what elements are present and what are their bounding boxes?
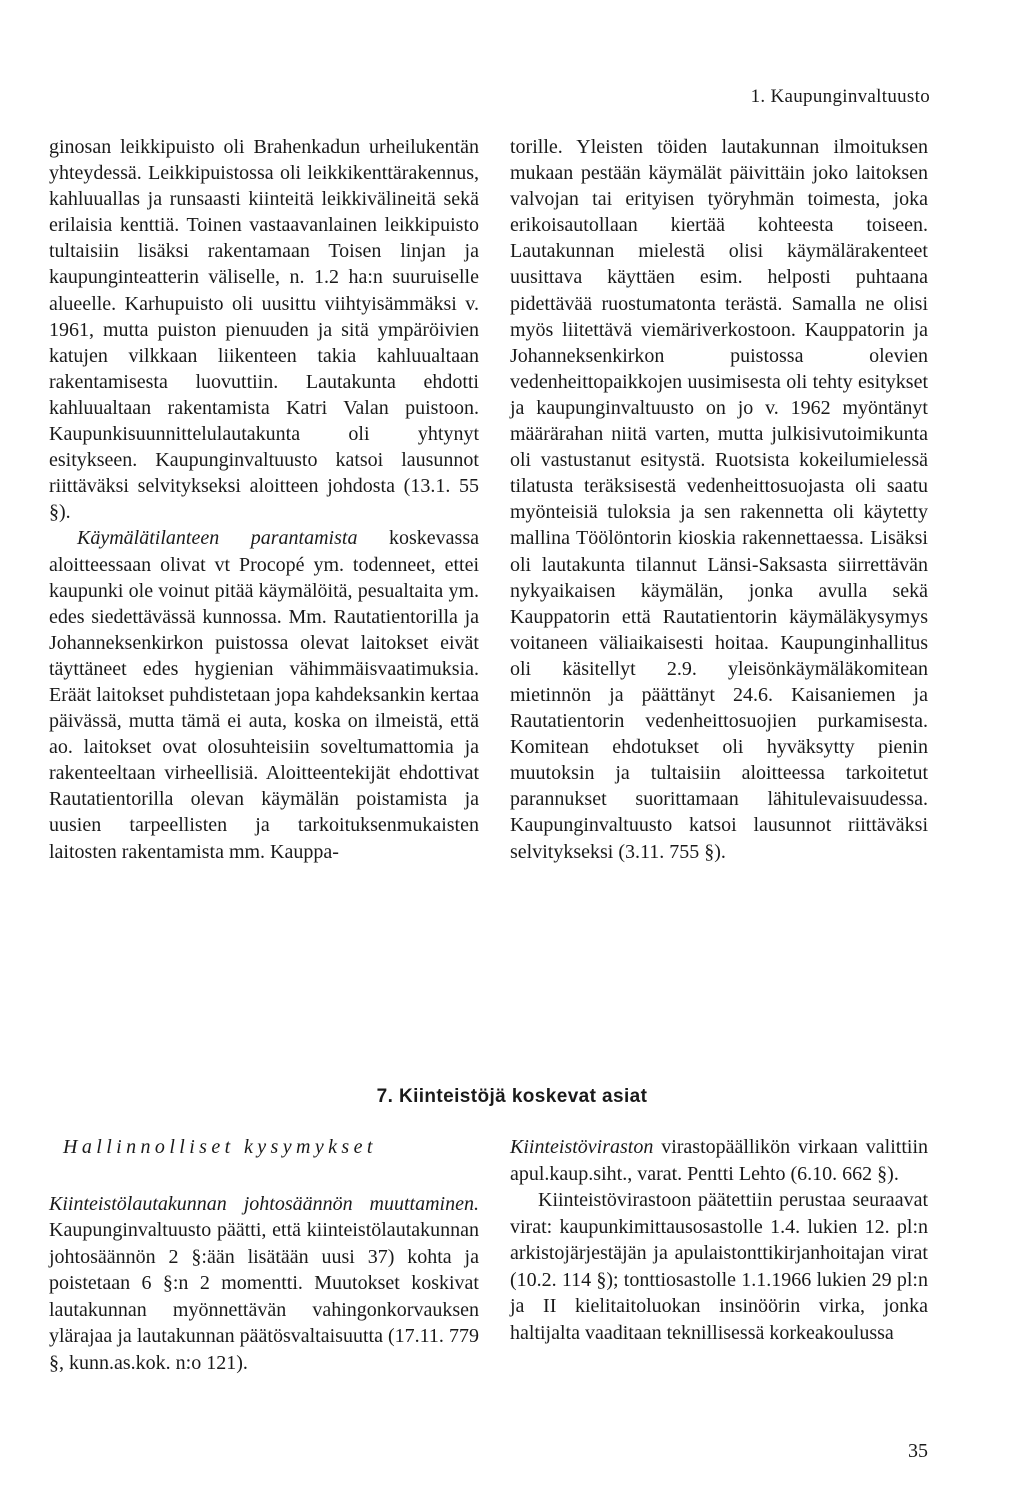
- topic-italic: Käymälätilanteen parantamista: [77, 527, 358, 550]
- subsection-heading: Hallinnolliset kysymykset: [63, 1136, 377, 1158]
- paragraph-text: Kaupunginvaltuusto päätti, että kiinteistölautakunnan johtosäännön 2 §:ään lisätään uusi 37) kohta ja poistetaan 6 §:n 2 momentti. Muutokset koskivat lautakunnan myönnettävän vahingonkorvauksen ylärajaa ja lautakunnan päätösvaltaisuutta (17.11. 779 §, kunn.as.kok. n:o 121).: [49, 1219, 479, 1374]
- paragraph-toilets-continued: torille. Yleisten töiden lautakunnan ilmoituksen mukaan pestään käymälät päivittäin joko laitoksen valvojan tai erityisen työryhmän toimesta, joka erikoisautollaan kiertää kohteesta toiseen. Lautakunnan mielestä olisi käymälärakenteet uusittava käyttäen esim. helposti puhtaana pidettävää ruostumatonta terästä. Samalla ne olisi myös liitettävä viemäriverkostoon. Kauppatorin ja Johanneksenkirkon puistossa olevien vedenheittopaikkojen uusimisesta oli tehty esitykset ja kaupunginvaltuusto on jo v. 1962 myöntänyt määrärahan niitä varten, mutta julkisivutoimikunta oli vastustanut esitystä. Ruotsista kokeilumielessä tilatusta teräksisestä vedenheittosuojasta oli saatu myönteisiä tuloksia ja sen rakennetta oli käytetty mallina Töölöntorin kioskia rakennettaessa. Lisäksi oli lautakunta tilannut Länsi-Saksasta siirrettävän nykyaikaisen käymälän, jonka avulla sekä Kauppatorin että Rautatientorin käymäläkysymys voitaneen väliaikaisesti hoitaa. Kaupunginhallitus oli käsitellyt 2.9. yleisönkäymäläkomitean mietinnön ja päättänyt 24.6. Kaisaniemen ja Rautatientorin vedenheittosuojien purkamisesta. Komitean ehdotukset oli hyväksytty pienin muutoksin ja tultaisiin aloitteessa tarkoitetut parannukset suorittamaan lähitulevaisuudessa. Kaupunginvaltuusto katsoi lausunnot riittäväksi selvitykseksi (3.11. 755 §).: [510, 136, 928, 863]
- running-head: 1. Kaupunginvaltuusto: [750, 86, 930, 107]
- paragraph-playgrounds: ginosan leikkipuisto oli Brahenkadun urheilukentän yhteydessä. Leikkipuistossa oli leikkikenttärakennus, kahluuallas ja runsaasti kiinteitä leikkivälineitä sekä erilaisia kenttiä. Toinen vastaavanlainen leikkipuisto tultaisiin lisäksi rakentamaan Toisen linjan ja kaupunginteatterin väliselle, n. 1.2 ha:n suuruiselle alueelle. Karhupuisto oli uusittu viihtyisämmäksi v. 1961, mutta puiston pienuuden ja sitä ympäröivien katujen vilkkaan liikenteen takia kahluualtaan rakentamisesta luovuttiin. Lautakunta ehdotti kahluualtaan rakentamista Katri Valan puistoon. Kaupunkisuunnittelulautakunta oli yhtynyt esitykseen. Kaupunginvaltuusto katsoi lausunnot riittäväksi selvitykseksi aloitteen johdosta (13.1. 55 §).: [49, 136, 479, 524]
- left-column: [49, 134, 479, 865]
- lower-left-column: [49, 1134, 479, 1376]
- section-heading: 7. Kiinteistöjä koskevat asiat: [376, 1086, 648, 1107]
- right-column: [510, 134, 928, 865]
- page-number: 35: [908, 1440, 928, 1462]
- paragraph-text: koskevassa aloitteessaan olivat vt Procopé ym. todenneet, ettei kaupunki ole voinut pitää käymälöitä, pesualtaita ym. edes siedettävässä kunnossa. Mm. Rautatientorilla ja Johanneksenkirkon puistossa olevat laitokset eivät täyttäneet edes hygienian vähimmäisvaatimuksia. Eräät laitokset puhdistetaan jopa kahdeksankin kertaa päivässä, mutta tämä ei auta, koska on ilmeistä, että ao. laitokset ovat olosuhteisiin soveltumattomia ja rakenteeltaan virheellisiä. Aloitteentekijät ehdottivat Rautatientorilla olevan käymälän poistamista ja uusien tarpeellisten ja tarkoituksenmukaisten laitosten rakentamista mm. Kauppa-: [49, 527, 479, 863]
- paragraph-office-head: [510, 1134, 928, 1187]
- topic-italic: Kiinteistöviraston: [510, 1136, 654, 1158]
- paragraph-bylaws: [49, 1191, 479, 1377]
- topic-italic: Kiinteistölautakunnan johtosäännön muuttaminen.: [49, 1192, 479, 1215]
- paragraph-new-posts: Kiinteistövirastoon päätettiin perustaa seuraavat virat: kaupunkimittausosastolle 1.4. lukien 12. pl:n arkistojärjestäjän ja apulaistonttikirjanhoitajan virat (10.2. 114 §); tonttiosastolle 1.1.1966 lukien 29 pl:n ja II kielitaitoluokan insinöörin virka, jonka haltijalta vaaditaan teknillisessä korkeakoulussa: [510, 1189, 928, 1344]
- paragraph-toilets-initiative: [49, 525, 479, 864]
- lower-right-column: [510, 1134, 928, 1346]
- paragraph-text: virastopäällikön virkaan valittiin apul.kaup.siht., varat. Pentti Lehto (6.10. 662 §).: [510, 1136, 928, 1185]
